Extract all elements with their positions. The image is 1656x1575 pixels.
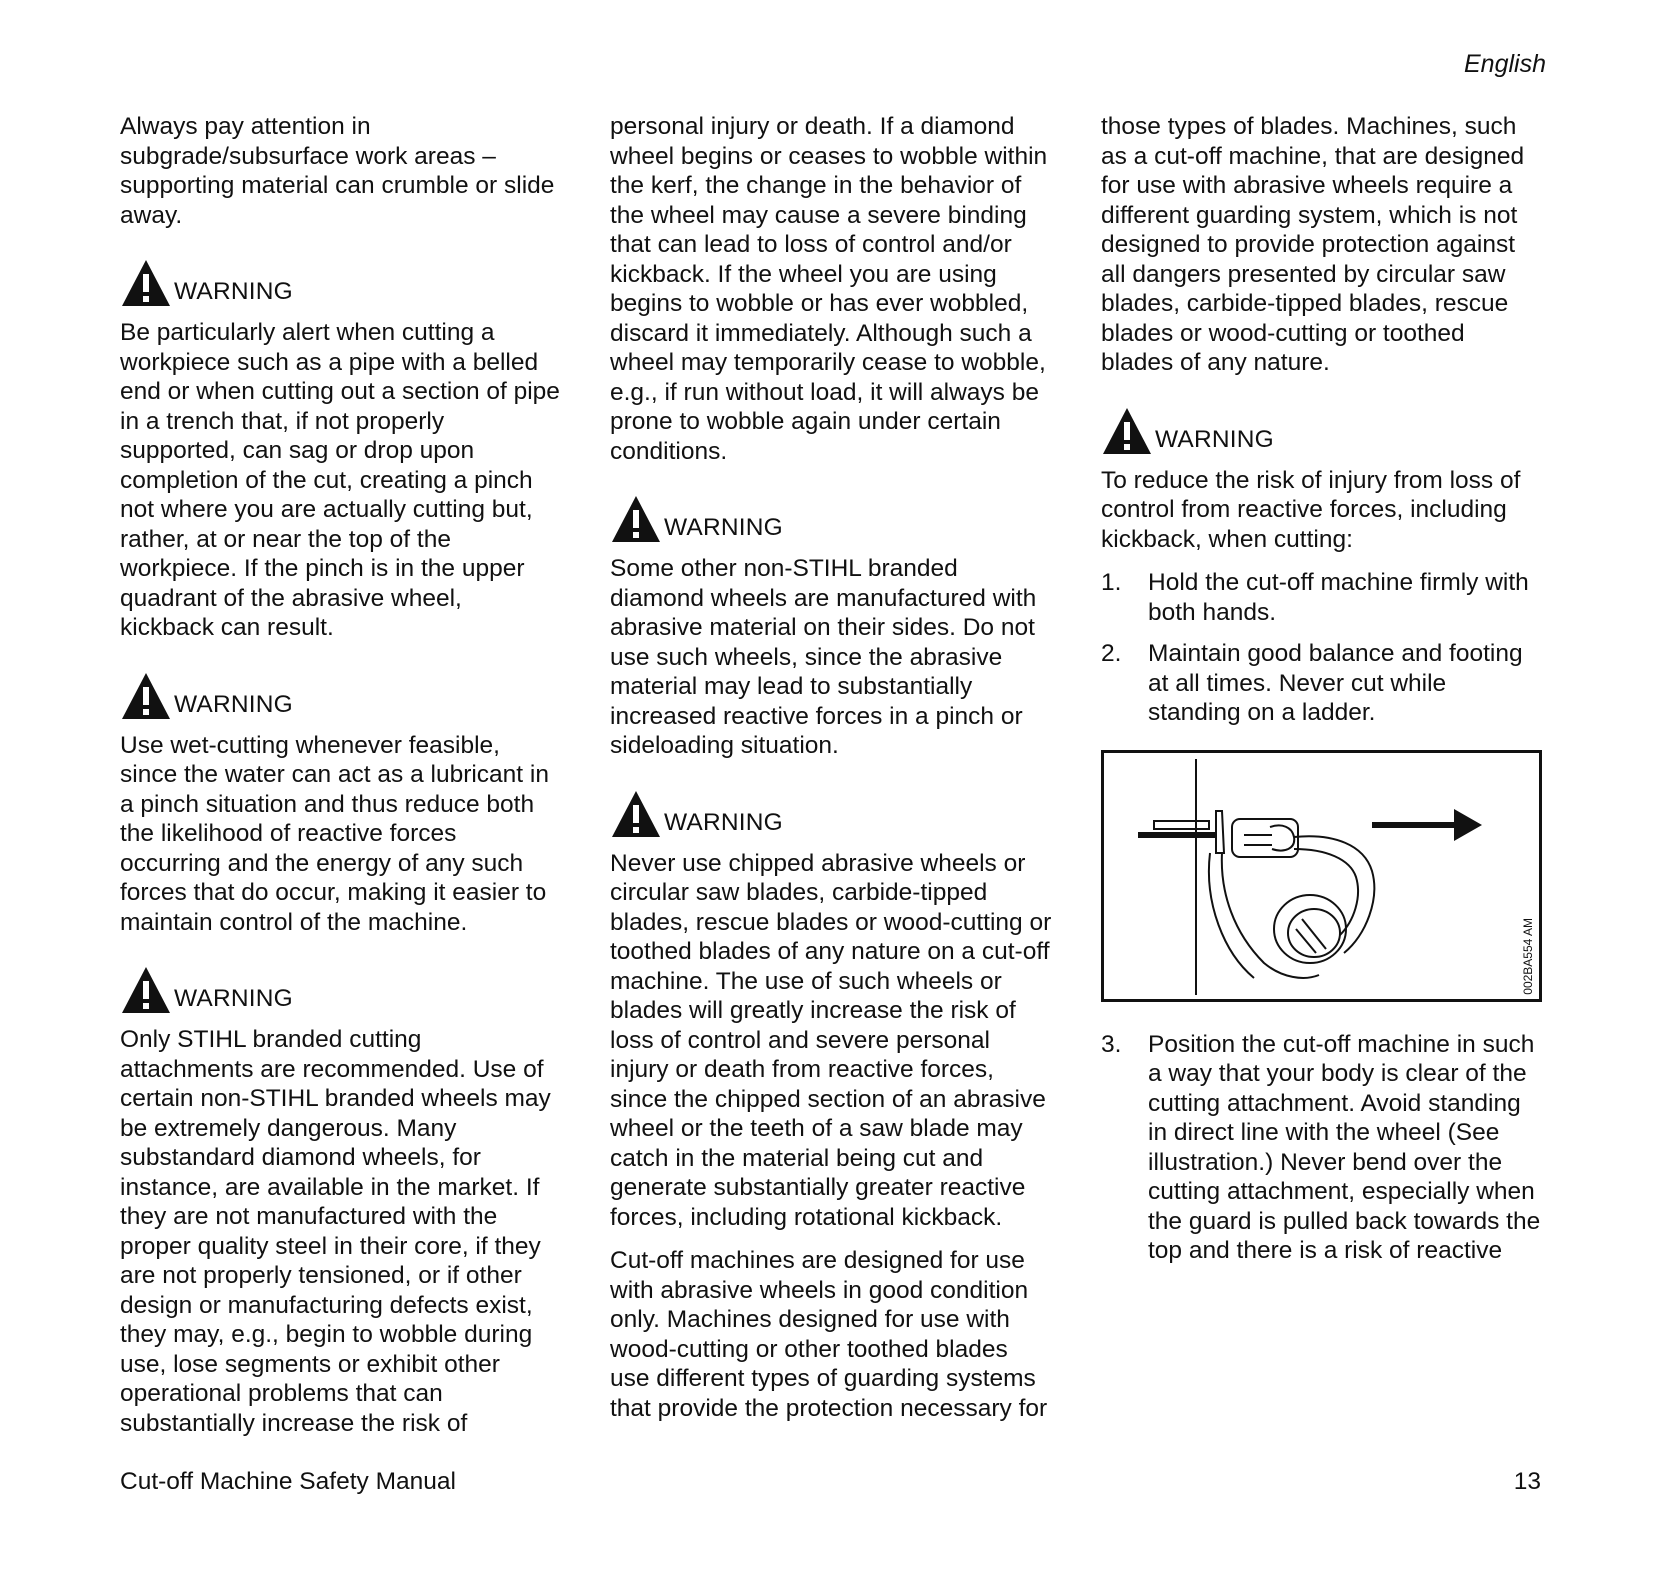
text-line: To reduce the risk of injury from loss of [1101,466,1521,494]
text-line: a pinch situation and thus reduce both [120,790,535,818]
text-line: attachments are recommended. Use of [120,1055,544,1083]
list-number: 1. [1101,569,1122,596]
text-line: blades of any nature. [1101,349,1330,376]
text-line: as a cut-off machine, that are designed [1101,142,1525,170]
text-line: subgrade/subsurface work areas – [120,142,496,170]
text-line: blades, rescue blades or wood-cutting or [610,908,1052,936]
text-line: prone to wobble again under certain [610,408,1001,435]
text-line: the kerf, the change in the behavior of [610,172,1022,199]
text-line: workpiece. If the pinch is in the upper [120,555,525,582]
text-line: wheel may temporarily cease to wobble, [610,349,1046,376]
warning-heading [610,787,1062,839]
warning-text [120,731,568,938]
text-line: are not properly tensioned, or if other [120,1262,522,1289]
text-line: loss of control and severe personal [610,1026,990,1054]
text-line: use, lose segments or exhibit other [120,1350,500,1378]
text-line: Never use chipped abrasive wheels or [610,849,1026,877]
text-line: supported, can sag or drop upon [120,437,475,464]
warning-heading [1101,404,1551,456]
list-item [1101,639,1551,728]
text-line: substantially increase the risk of [120,1409,468,1437]
text-line: design or manufacturing defects exist, [120,1291,533,1319]
text-line: generate substantially greater reactive [610,1174,1026,1201]
text-line: cutting attachment. Avoid standing [1148,1089,1521,1117]
warning-triangle-icon [120,258,172,308]
text-line: Be particularly alert when cutting a [120,319,495,346]
paragraph [610,112,1062,466]
warning-label: WARNING [1155,425,1274,453]
text-line: in a trench that, if not properly [120,407,445,435]
illustration-figure [1101,750,1542,1002]
footer-title: Cut-off Machine Safety Manual [120,1468,456,1495]
text-line: occurring and the energy of any such [120,849,524,877]
text-line: machine. The use of such wheels or [610,967,1002,995]
text-line: Maintain good balance and footing [1148,640,1523,667]
figure-code: 002BA554 AM [1521,917,1535,995]
warning-label: WARNING [664,514,783,541]
text-line: illustration.) Never bend over the [1148,1148,1503,1176]
text-line: injury or death from reactive forces, [610,1056,994,1083]
warning-triangle-icon [610,789,662,839]
warning-text [610,849,1062,1233]
text-line: workpiece such as a pipe with a belled [120,348,539,376]
warning-text [120,1025,568,1438]
text-line: wheel or the teeth of a saw blade may [610,1115,1023,1142]
text-line: quadrant of the abrasive wheel, [120,584,462,612]
text-line: certain non-STIHL branded wheels may [120,1085,551,1112]
warning-triangle-icon [1101,406,1153,456]
text-line: standing on a ladder. [1148,699,1376,726]
text-line: since the chipped section of an abrasive [610,1085,1046,1113]
text-line: Position the cut-off machine in such [1148,1030,1535,1058]
list-item [1101,568,1551,627]
list-item [1101,1030,1551,1266]
text-line: Always pay attention in [120,113,371,140]
column-1 [120,112,568,1452]
text-line: Hold the cut-off machine firmly with [1148,569,1529,596]
operator-position-illustration [1104,753,1539,999]
text-line: maintain control of the machine. [120,908,468,936]
text-line: not where you are actually cutting but, [120,496,533,523]
column-3 [1101,112,1551,1278]
list-number: 2. [1101,640,1122,667]
text-line: kickback can result. [120,614,334,641]
text-line: Use wet-cutting whenever feasible, [120,731,500,759]
text-line: catch in the material being cut and [610,1144,984,1172]
text-line: instance, are available in the market. If [120,1173,540,1201]
text-line: with abrasive wheels in good condition [610,1276,1029,1304]
text-line: sideloading situation. [610,732,839,759]
warning-text [120,318,568,643]
text-line: Some other non-STIHL branded [610,555,958,582]
text-line: increased reactive forces in a pinch or [610,702,1023,730]
text-line: conditions. [610,437,728,465]
column-2 [610,112,1062,1437]
text-line: blades will greatly increase the risk of [610,997,1016,1024]
warning-label: WARNING [174,985,293,1012]
text-line: in direct line with the wheel (See [1148,1119,1500,1146]
text-line: that can lead to loss of control and/or [610,231,1012,258]
text-line: they may, e.g., begin to wobble during [120,1321,533,1348]
text-line: different guarding system, which is not [1101,201,1518,229]
list-text [1148,568,1529,627]
list-text [1148,1030,1540,1266]
text-line: wood-cutting or other toothed blades [610,1335,1008,1363]
text-line: only. Machines designed for use with [610,1306,1010,1333]
text-line: material may lead to substantially [610,673,973,700]
warning-label: WARNING [174,690,293,718]
text-line: those types of blades. Machines, such [1101,113,1517,140]
page-number: 13 [1513,1468,1541,1495]
text-line: both hands. [1148,598,1277,626]
text-line: blades or wood-cutting or toothed [1101,319,1465,347]
warning-heading [120,963,568,1015]
text-line: substandard diamond wheels, for [120,1144,481,1171]
warning-label: WARNING [174,278,293,305]
text-line: away. [120,201,183,229]
paragraph [610,1246,1062,1423]
text-line: end or when cutting out a section of pipe [120,378,560,405]
text-line: all dangers presented by circular saw [1101,260,1506,288]
text-line: designed to provide protection against [1101,231,1516,258]
text-line: control from reactive forces, including [1101,496,1507,523]
text-line: use different types of guarding systems [610,1365,1036,1392]
text-line: at all times. Never cut while [1148,669,1447,697]
warning-triangle-icon [120,671,172,721]
text-line: Only STIHL branded cutting [120,1026,422,1053]
text-line: wheel begins or ceases to wobble within [610,142,1048,170]
list-number: 3. [1101,1030,1122,1058]
text-line: abrasive material on their sides. Do not [610,614,1035,641]
text-line: supporting material can crumble or slide [120,172,555,199]
text-line: they are not manufactured with the [120,1203,498,1230]
warning-text [1101,466,1551,555]
warning-heading [610,492,1062,544]
text-line: the likelihood of reactive forces [120,820,457,847]
paragraph [1101,112,1551,378]
text-line: rather, at or near the top of the [120,525,451,553]
text-line: kickback. If the wheel you are using [610,260,997,288]
list-text [1148,639,1523,728]
text-line: proper quality steel in their core, if they [120,1232,541,1260]
text-line: kickback, when cutting: [1101,525,1353,553]
warning-text [610,554,1062,761]
text-line: be extremely dangerous. Many [120,1114,457,1142]
paragraph [120,112,568,230]
text-line: circular saw blades, carbide-tipped [610,879,988,906]
text-line: that provide the protection necessary for [610,1394,1048,1422]
text-line: operational problems that can [120,1380,443,1407]
text-line: completion of the cut, creating a pinch [120,466,533,494]
warning-label: WARNING [664,808,783,836]
warning-heading [120,669,568,721]
warning-triangle-icon [610,494,662,544]
text-line: blades, carbide-tipped blades, rescue [1101,290,1509,317]
text-line: a way that your body is clear of the [1148,1060,1527,1087]
text-line: forces, including rotational kickback. [610,1203,1003,1231]
text-line: cutting attachment, especially when [1148,1178,1535,1205]
text-line: the wheel may cause a severe binding [610,201,1027,229]
text-line: e.g., if run without load, it will always be [610,378,1039,406]
text-line: use such wheels, since the abrasive [610,643,1003,671]
text-line: the guard is pulled back towards the [1148,1207,1541,1235]
text-line: top and there is a risk of reactive [1148,1237,1503,1264]
text-line: Cut-off machines are designed for use [610,1247,1025,1274]
text-line: personal injury or death. If a diamond [610,113,1015,140]
warning-triangle-icon [120,965,172,1015]
text-line: since the water can act as a lubricant in [120,761,549,788]
text-line: discard it immediately. Although such a [610,319,1032,347]
text-line: diamond wheels are manufactured with [610,584,1037,612]
header-language: English [1464,50,1546,78]
warning-heading [120,256,568,308]
text-line: for use with abrasive wheels require a [1101,172,1513,199]
text-line: toothed blades of any nature on a cut-off [610,938,1050,965]
text-line: forces that do occur, making it easier to [120,879,547,906]
text-line: begins to wobble or has ever wobbled, [610,290,1029,317]
